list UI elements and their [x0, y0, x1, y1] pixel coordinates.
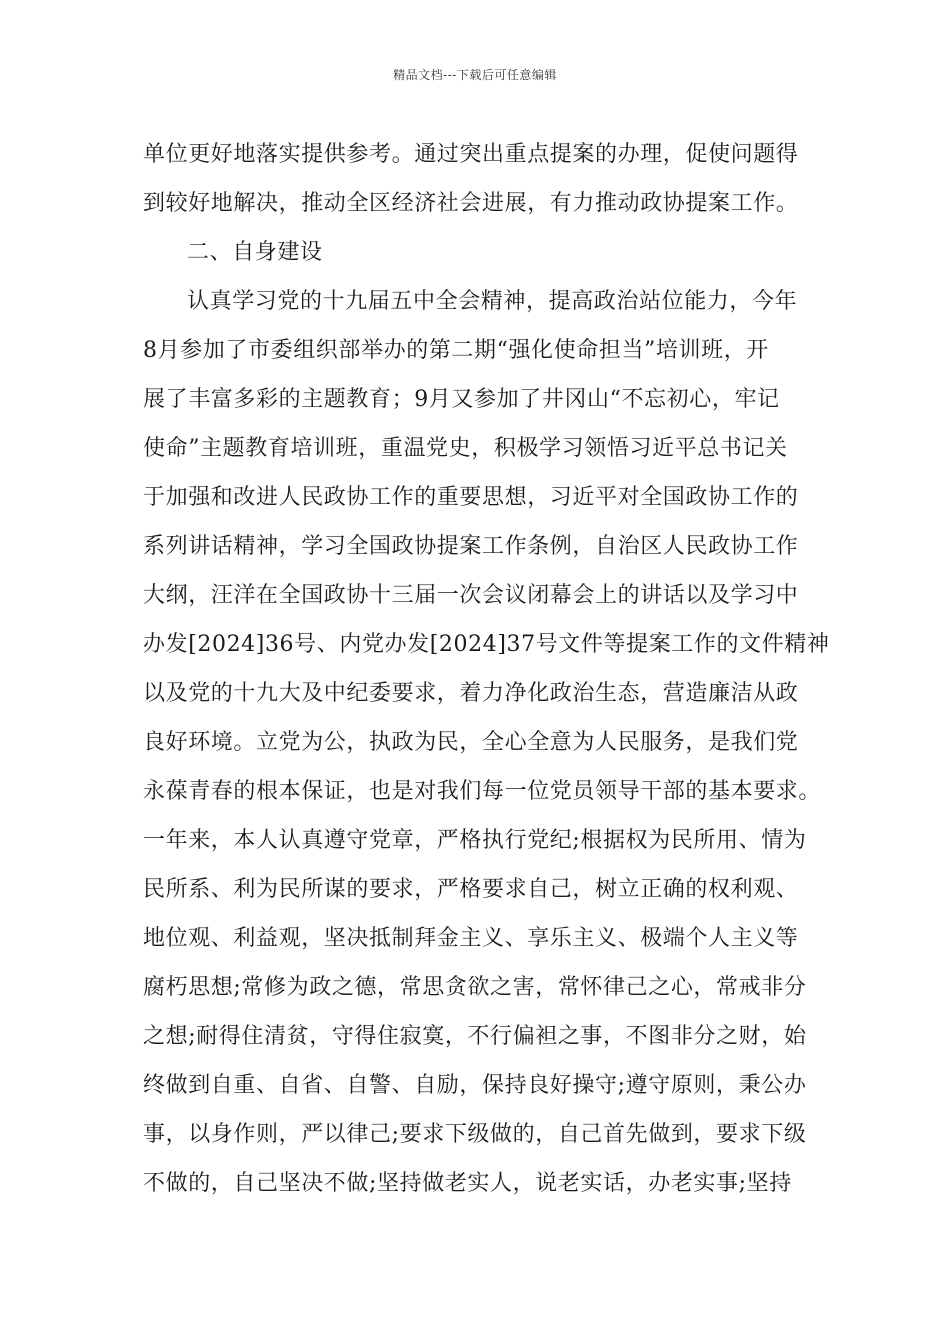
text-line: 终做到自重、自省、自警、自励，保持良好操守;遵守原则，秉公办 — [143, 1073, 807, 1098]
text-line: 腐朽思想;常修为政之德，常思贪欲之害，常怀律己之心，常戒非分 — [143, 975, 807, 1000]
text-line: 以及党的十九大及中纪委要求，着力净化政治生态，营造廉洁从政 — [143, 681, 799, 706]
text-line: 展了丰富多彩的主题教育；9月又参加了井冈山“不忘初心，牢记 — [143, 387, 780, 412]
text-line: 不做的，自己坚决不做;坚持做老实人，说老实话，办老实事;坚持 — [143, 1171, 792, 1196]
document-body — [143, 130, 830, 1208]
paragraph-first-line: 认真学习党的十九届五中全会精神，提高政治站位能力，今年 — [187, 289, 798, 314]
text-line: 8月参加了市委组织部举办的第二期“强化使命担当”培训班，开 — [143, 338, 769, 363]
text-line: 单位更好地落实提供参考。通过突出重点提案的办理，促使问题得 — [143, 142, 799, 167]
section-heading: 二、自身建设 — [187, 240, 323, 265]
text-line: 永葆青春的根本保证，也是对我们每一位党员领导干部的基本要求。 — [143, 779, 822, 804]
text-line: 到较好地解决，推动全区经济社会进展，有力推动政协提案工作。 — [143, 191, 799, 216]
text-line: 地位观、利益观，坚决抵制拜金主义、享乐主义、极端个人主义等 — [143, 926, 799, 951]
text-line: 良好环境。立党为公，执政为民，全心全意为人民服务，是我们党 — [143, 730, 799, 755]
text-line: 民所系、利为民所谋的要求，严格要求自己，树立正确的权利观、 — [143, 877, 799, 902]
text-line: 系列讲话精神，学习全国政协提案工作条例，自治区人民政协工作 — [143, 534, 799, 559]
text-line: 一年来，本人认真遵守党章，严格执行党纪;根据权为民所用、情为 — [143, 828, 807, 853]
text-line: 事，以身作则，严以律己;要求下级做的，自己首先做到，要求下级 — [143, 1122, 807, 1147]
text-line: 大纲，汪洋在全国政协十三届一次会议闭幕会上的讲话以及学习中 — [143, 583, 799, 608]
text-line: 于加强和改进人民政协工作的重要思想，习近平对全国政协工作的 — [143, 485, 799, 510]
text-line: 办发[2024]36号、内党办发[2024]37号文件等提案工作的文件精神 — [143, 632, 830, 657]
text-line: 使命”主题教育培训班，重温党史，积极学习领悟习近平总书记关 — [143, 436, 788, 461]
text-line: 之想;耐得住清贫，守得住寂寞，不行偏袒之事，不图非分之财，始 — [143, 1024, 807, 1049]
page-header: 精品文档---下载后可任意编辑 — [393, 68, 557, 82]
